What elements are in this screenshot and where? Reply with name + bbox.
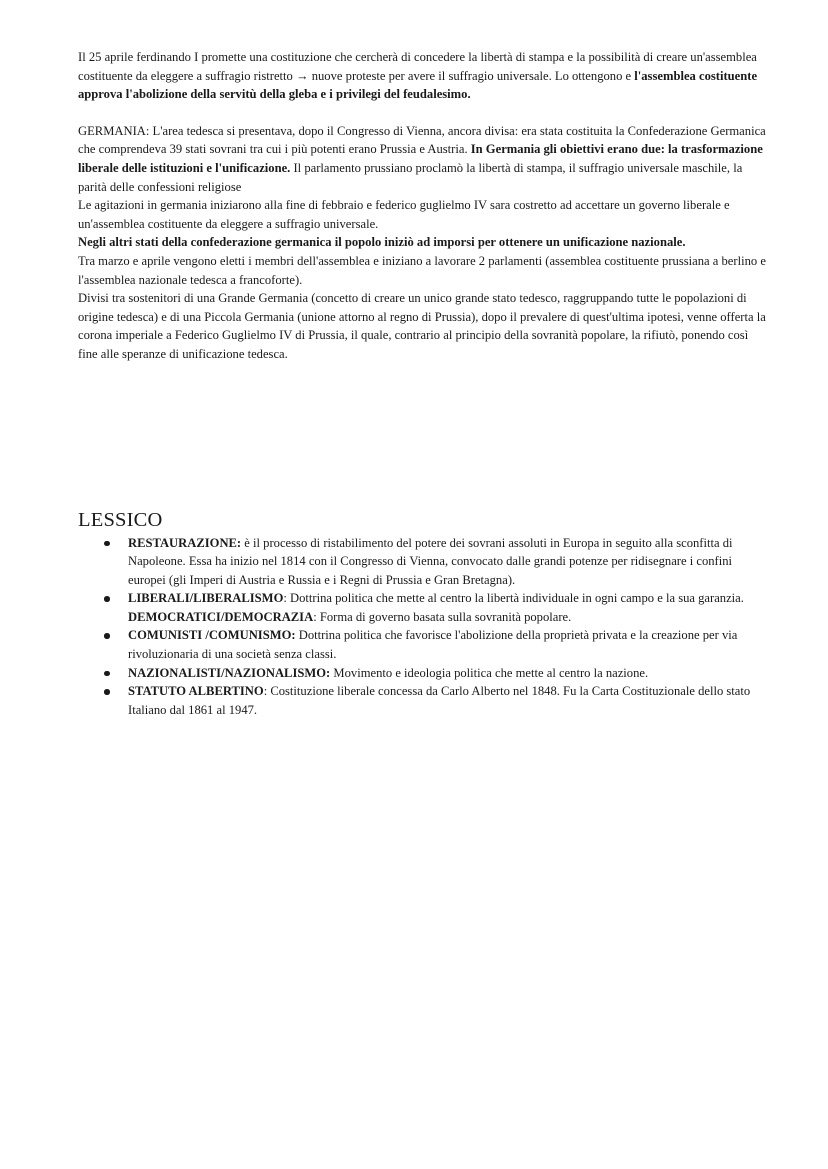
germania-paragraph-4: Tra marzo e aprile vengono eletti i membri dell'assemblea e iniziano a lavorare 2 parlamenti (assemblea costituente prussiana a berlino e l'assemblea nazionale tedesca a francoforte).: [78, 253, 766, 287]
document-page: [78, 48, 768, 719]
lessico-term: STATUTO ALBERTINO: [128, 684, 264, 699]
lessico-definition: : Forma di governo basata sulla sovranità popolare.: [313, 609, 572, 624]
lessico-term: LIBERALI/LIBERALISMO: [128, 591, 284, 606]
intro-text: Il 25 aprile ferdinando I promette una costituzione che cercherà di concedere la libertà di stampa e la possibilità di creare un'assemblea costituente da eleggere a suffragio ristretto → nuove proteste per avere il suffragio universale. Lo ottengono e: [78, 50, 757, 83]
paragraph-gap: [78, 104, 768, 122]
germania-bold-text-1: In Germania gli obiettivi erano due: la trasformazione liberale delle istituzioni e l'unificazione.: [78, 142, 763, 175]
germania-bold-text-2: Negli altri stati della confederazione germanica il popolo iniziò ad imporsi per ottenere un unificazione nazionale.: [78, 235, 686, 250]
lessico-definition: : Dottrina politica che mette al centro la libertà individuale in ogni campo e la sua garanzia.: [283, 591, 744, 606]
germania-paragraph-2: Le agitazioni in germania iniziarono alla fine di febbraio e federico guglielmo IV sara costretto ad accettare un governo liberale e un'assemblea costituente da eleggere a suffragio universale.: [78, 198, 730, 231]
bullet-icon: [104, 689, 110, 695]
lessico-term: DEMOCRATICI/DEMOCRAZIA: [128, 609, 314, 624]
intro-bold-text: l'assemblea costituente approva l'abolizione della servitù della gleba e i privilegi del feudalesimo.: [78, 68, 758, 102]
lessico-term: NAZIONALISTI/NAZIONALISMO:: [128, 665, 331, 680]
lessico-term: COMUNISTI /COMUNISMO:: [128, 628, 296, 643]
germania-paragraph-3: [78, 233, 768, 252]
germania-paragraph-5: Divisi tra sostenitori di una Grande Germania (concetto di creare un unico grande stato tedesco, raggruppando tutte le popolazioni di origine tedesca) e di una Piccola Germania (unione attorno al regno di Prussia), dopo il prevalere di quest'ultima ipotesi, venne offerta la corona imperiale a Federico Guglielmo IV di Prussia, il quale, contrario al principio della sovranità popolare, la rifiutò, ponendo così fine alle speranze di unificazione tedesca.: [78, 291, 766, 361]
lessico-definition: : Costituzione liberale concessa da Carlo Alberto nel 1848. Fu la Carta Costituzionale dello stato Italiano dal 1861 al 1947.: [128, 684, 751, 717]
bullet-icon: [104, 596, 110, 602]
lessico-list: [78, 534, 768, 720]
germania-text-1: GERMANIA: L'area tedesca si presentava, dopo il Congresso di Vienna, ancora divisa: era stata costituita la Confederazione Germanica che comprendeva 39 stati sovrani tra cui i più potenti erano Prussia e Austria.: [78, 123, 766, 157]
lessico-definition: Movimento e ideologia politica che mette al centro la nazione.: [330, 665, 649, 680]
bullet-icon: [104, 633, 110, 639]
germania-section: [78, 122, 768, 364]
germania-text-2: Il parlamento prussiano proclamò la libertà di stampa, il suffragio universale maschile, la parità delle confessioni religiose: [78, 160, 743, 194]
lessico-heading: LESSICO: [78, 508, 163, 531]
lessico-definition: è il processo di ristabilimento del potere dei sovrani assoluti in Europa in seguito alla sconfitta di Napoleone. Essa ha inizio nel 1814 con il Congresso di Vienna, convocato dalle grandi potenze per ridisegnare i confini europei (gli Imperi di Austria e Russia e i Regni di Prussia e Gran Bretagna).: [128, 535, 733, 587]
list-item: [104, 534, 768, 590]
list-item: [104, 626, 768, 663]
lessico-term: RESTAURAZIONE:: [128, 535, 242, 550]
list-item: [104, 589, 768, 626]
germania-paragraph-1: [78, 122, 768, 196]
lessico-definition: Dottrina politica che favorisce l'abolizione della proprietà privata e la creazione per via rivoluzionaria di una società senza classi.: [128, 628, 738, 662]
intro-paragraph: [78, 48, 768, 104]
list-item: [104, 664, 768, 683]
bullet-icon: [104, 671, 110, 677]
list-item: [104, 682, 768, 719]
bullet-icon: [104, 541, 110, 547]
